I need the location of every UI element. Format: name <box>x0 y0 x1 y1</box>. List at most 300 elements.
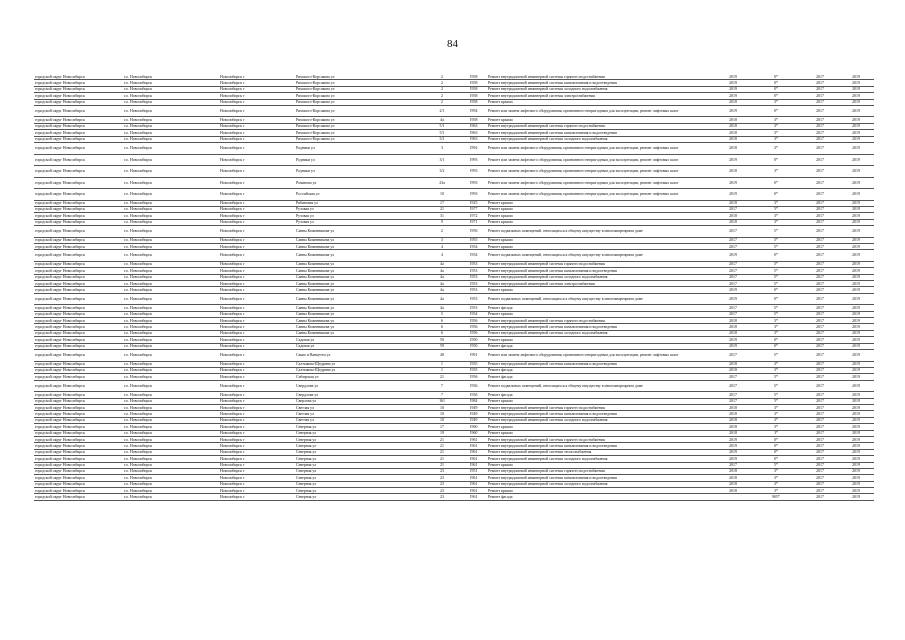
settlement-type-cell: г.о. Новосибирск <box>123 154 219 166</box>
period-start-cell: 2017 <box>802 398 838 404</box>
settlement-cell: Новосибирск г <box>219 274 295 280</box>
settlement-cell: Новосибирск г <box>219 343 295 349</box>
house-number-cell: 5/1 <box>424 130 460 136</box>
term-cell: 3* <box>750 318 802 324</box>
year-built-cell: 1955 <box>460 237 487 243</box>
settlement-type-cell: г.о. Новосибирск <box>123 250 219 262</box>
period-start-cell: 2017 <box>802 430 838 436</box>
plan-year-cell: 2019 <box>716 177 750 189</box>
municipality-cell: городской округ Новосибирск <box>34 443 123 449</box>
work-type-cell: Ремонт внутридомовой инженерной системы электроснабжения <box>487 93 716 99</box>
plan-year-cell: 2018 <box>716 468 750 474</box>
work-type-cell: Ремонт внутридомовой инженерной системы холодного водоснабжения <box>487 86 716 92</box>
period-start-cell: 2017 <box>802 367 838 373</box>
settlement-type-cell: г.о. Новосибирск <box>123 411 219 417</box>
term-cell: 5* <box>750 274 802 280</box>
settlement-cell: Новосибирск г <box>219 305 295 311</box>
settlement-type-cell: г.о. Новосибирск <box>123 468 219 474</box>
work-type-cell: Ремонт внутридомовой инженерной системы теплоснабжения <box>487 449 716 455</box>
settlement-cell: Новосибирск г <box>219 213 295 219</box>
plan-year-cell: 2018 <box>716 475 750 481</box>
period-end-cell: 2019 <box>838 343 874 349</box>
year-built-cell: 1961 <box>460 443 487 449</box>
house-number-cell: 10 <box>424 411 460 417</box>
period-end-cell: 2019 <box>838 430 874 436</box>
house-number-cell: 4a <box>424 293 460 305</box>
settlement-cell: Новосибирск г <box>219 475 295 481</box>
plan-year-cell: 2018 <box>716 219 750 225</box>
municipality-cell: городской округ Новосибирск <box>34 213 123 219</box>
settlement-cell: Новосибирск г <box>219 462 295 468</box>
settlement-type-cell: г.о. Новосибирск <box>123 281 219 287</box>
period-start-cell: 2017 <box>802 475 838 481</box>
year-built-cell: 1961 <box>460 449 487 455</box>
work-type-cell: Ремонт внутридомовой инженерной системы холодного водоснабжения <box>487 136 716 142</box>
year-built-cell: 1950 <box>460 343 487 349</box>
house-number-cell: 4a <box>424 281 460 287</box>
work-type-cell: Ремонт крыши <box>487 398 716 404</box>
plan-year-cell: 2018 <box>716 324 750 330</box>
settlement-type-cell: г.о. Новосибирск <box>123 405 219 411</box>
settlement-cell: Новосибирск г <box>219 324 295 330</box>
street-cell: Римского-Корсакова ул <box>295 117 424 123</box>
house-number-cell: 2/1 <box>424 105 460 117</box>
house-number-cell: 6 <box>424 324 460 330</box>
work-type-cell: Ремонт или замена лифтового оборудования, признанного непригодным для эксплуатации, ремонт лифтовых шахт <box>487 166 716 178</box>
street-cell: Северная ул <box>295 475 424 481</box>
term-cell: 5* <box>750 398 802 404</box>
period-start-cell: 2017 <box>802 80 838 86</box>
house-number-cell: 4 <box>424 250 460 262</box>
work-type-cell: Ремонт внутридомовой инженерной системы горячего водоснабжения <box>487 405 716 411</box>
term-cell: 3* <box>750 117 802 123</box>
year-built-cell: 1992 <box>460 143 487 155</box>
period-start-cell: 2017 <box>802 154 838 166</box>
house-number-cell: 4a <box>424 287 460 293</box>
street-cell: Северная ул <box>295 443 424 449</box>
term-cell: 0* <box>750 436 802 442</box>
street-cell: Северная ул <box>295 462 424 468</box>
settlement-cell: Новосибирск г <box>219 268 295 274</box>
settlement-cell: Новосибирск г <box>219 206 295 212</box>
plan-year-cell: 2018 <box>716 143 750 155</box>
street-cell: Римского-Корсакова ул <box>295 130 424 136</box>
plan-year-cell: 2018 <box>716 166 750 178</box>
municipality-cell: городской округ Новосибирск <box>34 462 123 468</box>
street-cell: Саввы Кожевникова ул <box>295 318 424 324</box>
period-start-cell: 2017 <box>802 456 838 462</box>
settlement-cell: Новосибирск г <box>219 287 295 293</box>
year-built-cell: 1972 <box>460 213 487 219</box>
period-end-cell: 2019 <box>838 468 874 474</box>
term-cell: 0* <box>750 250 802 262</box>
municipality-cell: городской округ Новосибирск <box>34 99 123 105</box>
settlement-type-cell: г.о. Новосибирск <box>123 287 219 293</box>
work-type-cell: Ремонт крыши <box>487 213 716 219</box>
period-end-cell: 2019 <box>838 475 874 481</box>
term-cell: 905* <box>750 494 802 500</box>
period-start-cell: 2017 <box>802 481 838 487</box>
settlement-type-cell: г.о. Новосибирск <box>123 456 219 462</box>
settlement-cell: Новосибирск г <box>219 293 295 305</box>
settlement-type-cell: г.о. Новосибирск <box>123 430 219 436</box>
period-start-cell: 2017 <box>802 93 838 99</box>
settlement-cell: Новосибирск г <box>219 136 295 142</box>
municipality-cell: городской округ Новосибирск <box>34 417 123 423</box>
settlement-cell: Новосибирск г <box>219 189 295 201</box>
term-cell: 5* <box>750 268 802 274</box>
settlement-type-cell: г.о. Новосибирск <box>123 74 219 80</box>
house-number-cell: 23 <box>424 488 460 494</box>
settlement-cell: Новосибирск г <box>219 143 295 155</box>
settlement-cell: Новосибирск г <box>219 311 295 317</box>
year-built-cell: 1956 <box>460 318 487 324</box>
settlement-cell: Новосибирск г <box>219 398 295 404</box>
period-start-cell: 2017 <box>802 462 838 468</box>
street-cell: Саввы Кожевникова ул <box>295 324 424 330</box>
settlement-type-cell: г.о. Новосибирск <box>123 436 219 442</box>
period-end-cell: 2019 <box>838 324 874 330</box>
settlement-cell: Новосибирск г <box>219 361 295 367</box>
period-start-cell: 2017 <box>802 405 838 411</box>
house-number-cell: 21 <box>424 443 460 449</box>
house-number-cell: 4a <box>424 274 460 280</box>
street-cell: Римского-Корсакова ул <box>295 93 424 99</box>
term-cell: 0* <box>750 443 802 449</box>
street-cell: Северная ул <box>295 488 424 494</box>
year-built-cell: 1953 <box>460 261 487 267</box>
plan-year-cell: 2019 <box>716 449 750 455</box>
street-cell: Сакко и Ванцетти ул <box>295 350 424 362</box>
year-built-cell: 1960 <box>460 430 487 436</box>
settlement-cell: Новосибирск г <box>219 281 295 287</box>
street-cell: Северная ул <box>295 456 424 462</box>
period-start-cell: 2017 <box>802 287 838 293</box>
house-number-cell: 23 <box>424 475 460 481</box>
street-cell: Рузовая ул <box>295 219 424 225</box>
plan-year-cell: 2018 <box>716 411 750 417</box>
term-cell: 0* <box>750 86 802 92</box>
work-type-cell: Ремонт крыши <box>487 287 716 293</box>
plan-year-cell: 2017 <box>716 274 750 280</box>
term-cell: 0* <box>750 93 802 99</box>
settlement-type-cell: г.о. Новосибирск <box>123 443 219 449</box>
settlement-type-cell: г.о. Новосибирск <box>123 318 219 324</box>
municipality-cell: городской округ Новосибирск <box>34 456 123 462</box>
settlement-cell: Новосибирск г <box>219 424 295 430</box>
period-start-cell: 2017 <box>802 343 838 349</box>
term-cell: 3* <box>750 367 802 373</box>
table-row <box>34 494 874 500</box>
plan-year-cell: 2019 <box>716 436 750 442</box>
term-cell: 3* <box>750 219 802 225</box>
settlement-type-cell: г.о. Новосибирск <box>123 374 219 380</box>
period-end-cell: 2019 <box>838 424 874 430</box>
house-number-cell: 21 <box>424 206 460 212</box>
period-start-cell: 2017 <box>802 123 838 129</box>
municipality-cell: городской округ Новосибирск <box>34 166 123 178</box>
street-cell: Родники ул <box>295 166 424 178</box>
period-end-cell: 2019 <box>838 311 874 317</box>
house-number-cell: 21 <box>424 449 460 455</box>
period-start-cell: 2017 <box>802 250 838 262</box>
house-number-cell: 4 <box>424 243 460 249</box>
street-cell: Северная ул <box>295 430 424 436</box>
settlement-type-cell: г.о. Новосибирск <box>123 213 219 219</box>
term-cell: 5* <box>750 237 802 243</box>
year-built-cell: 1971 <box>460 219 487 225</box>
street-cell: Российская ул <box>295 189 424 201</box>
term-cell: 3* <box>750 123 802 129</box>
work-type-cell: Ремонт внутридомовой инженерной системы канализования и водоотведения <box>487 324 716 330</box>
municipality-cell: городской округ Новосибирск <box>34 468 123 474</box>
work-type-cell: Ремонт внутридомовой инженерной системы холодного водоснабжения <box>487 274 716 280</box>
street-cell: Свердлова ул <box>295 392 424 398</box>
year-built-cell: 1935 <box>460 361 487 367</box>
settlement-type-cell: г.о. Новосибирск <box>123 177 219 189</box>
term-cell: 0* <box>750 287 802 293</box>
period-end-cell: 2019 <box>838 398 874 404</box>
settlement-cell: Новосибирск г <box>219 219 295 225</box>
municipality-cell: городской округ Новосибирск <box>34 154 123 166</box>
plan-year-cell: 2017 <box>716 237 750 243</box>
settlement-cell: Новосибирск г <box>219 337 295 343</box>
house-number-cell: 2 <box>424 99 460 105</box>
period-start-cell: 2017 <box>802 268 838 274</box>
settlement-type-cell: г.о. Новосибирск <box>123 117 219 123</box>
house-number-cell: 23а <box>424 177 460 189</box>
street-cell: Римского-Корсакова ул <box>295 123 424 129</box>
term-cell: 5* <box>750 462 802 468</box>
settlement-type-cell: г.о. Новосибирск <box>123 311 219 317</box>
settlement-type-cell: г.о. Новосибирск <box>123 337 219 343</box>
table-row <box>34 177 874 189</box>
year-built-cell: 1963 <box>460 130 487 136</box>
municipality-cell: городской округ Новосибирск <box>34 243 123 249</box>
street-cell: Саввы Кожевникова ул <box>295 311 424 317</box>
period-end-cell: 2019 <box>838 213 874 219</box>
street-cell: Садовая ул <box>295 337 424 343</box>
settlement-type-cell: г.о. Новосибирск <box>123 424 219 430</box>
term-cell: 0* <box>750 456 802 462</box>
year-built-cell: 1961 <box>460 456 487 462</box>
plan-year-cell: 2018 <box>716 405 750 411</box>
period-start-cell: 2017 <box>802 189 838 201</box>
work-type-cell: Ремонт крыши <box>487 488 716 494</box>
municipality-cell: городской округ Новосибирск <box>34 411 123 417</box>
house-number-cell: 19 <box>424 430 460 436</box>
house-number-cell: 31 <box>424 213 460 219</box>
period-start-cell: 2017 <box>802 449 838 455</box>
work-type-cell: Ремонт внутридомовой инженерной системы электроснабжения <box>487 281 716 287</box>
period-start-cell: 2017 <box>802 468 838 474</box>
period-start-cell: 2017 <box>802 443 838 449</box>
period-start-cell: 2017 <box>802 177 838 189</box>
plan-year-cell: 2018 <box>716 367 750 373</box>
table-row <box>34 189 874 201</box>
term-cell: 0* <box>750 80 802 86</box>
house-number-cell: 21 <box>424 456 460 462</box>
house-number-cell: 4a <box>424 268 460 274</box>
municipality-cell: городской округ Новосибирск <box>34 337 123 343</box>
street-cell: Родники ул <box>295 154 424 166</box>
year-built-cell: 1991 <box>460 350 487 362</box>
table-row <box>34 350 874 362</box>
street-cell: Родники ул <box>295 143 424 155</box>
plan-year-cell: 2017 <box>716 392 750 398</box>
settlement-cell: Новосибирск г <box>219 80 295 86</box>
period-end-cell: 2019 <box>838 143 874 155</box>
municipality-cell: городской округ Новосибирск <box>34 74 123 80</box>
plan-year-cell: 2018 <box>716 424 750 430</box>
year-built-cell: 1961 <box>460 494 487 500</box>
settlement-type-cell: г.о. Новосибирск <box>123 136 219 142</box>
period-end-cell: 2019 <box>838 330 874 336</box>
period-end-cell: 2019 <box>838 243 874 249</box>
settlement-cell: Новосибирск г <box>219 74 295 80</box>
term-cell: 5* <box>750 281 802 287</box>
street-cell: Саввы Кожевникова ул <box>295 293 424 305</box>
year-built-cell: 1956 <box>460 226 487 238</box>
municipality-cell: городской округ Новосибирск <box>34 136 123 142</box>
period-start-cell: 2017 <box>802 117 838 123</box>
term-cell: 3* <box>750 99 802 105</box>
term-cell: 0* <box>750 189 802 201</box>
municipality-cell: городской округ Новосибирск <box>34 436 123 442</box>
year-built-cell: 1958 <box>460 99 487 105</box>
work-type-cell: Ремонт внутридомовой инженерной системы горячего водоснабжения <box>487 436 716 442</box>
year-built-cell: 1956 <box>460 324 487 330</box>
work-type-cell: Ремонт внутридомовой инженерной системы канализования и водоотведения <box>487 443 716 449</box>
plan-year-cell: 2019 <box>716 343 750 349</box>
municipality-cell: городской округ Новосибирск <box>34 105 123 117</box>
plan-year-cell <box>716 494 750 500</box>
period-start-cell: 2017 <box>802 318 838 324</box>
period-start-cell: 2017 <box>802 237 838 243</box>
plan-year-cell: 2018 <box>716 130 750 136</box>
settlement-type-cell: г.о. Новосибирск <box>123 462 219 468</box>
municipality-cell: городской округ Новосибирск <box>34 93 123 99</box>
work-type-cell: Ремонт внутридомовой инженерной системы холодного водоснабжения <box>487 330 716 336</box>
period-start-cell: 2017 <box>802 494 838 500</box>
year-built-cell: 1953 <box>460 281 487 287</box>
plan-year-cell: 2019 <box>716 93 750 99</box>
year-built-cell: 1993 <box>460 189 487 201</box>
period-end-cell: 2019 <box>838 105 874 117</box>
work-type-cell: Ремонт фасада <box>487 305 716 311</box>
year-built-cell: 1960 <box>460 424 487 430</box>
period-start-cell: 2017 <box>802 330 838 336</box>
work-type-cell: Ремонт фасада <box>487 343 716 349</box>
municipality-cell: городской округ Новосибирск <box>34 86 123 92</box>
work-type-cell: Ремонт крыши <box>487 243 716 249</box>
settlement-cell: Новосибирск г <box>219 123 295 129</box>
period-end-cell: 2019 <box>838 481 874 487</box>
work-type-cell: Ремонт крыши <box>487 311 716 317</box>
period-end-cell: 2019 <box>838 417 874 423</box>
year-built-cell: 1958 <box>460 86 487 92</box>
period-end-cell: 2019 <box>838 337 874 343</box>
work-type-cell: Ремонт крыши <box>487 219 716 225</box>
settlement-cell: Новосибирск г <box>219 430 295 436</box>
year-built-cell: 1963 <box>460 123 487 129</box>
table-row <box>34 293 874 305</box>
plan-year-cell: 2018 <box>716 123 750 129</box>
plan-year-cell: 2017 <box>716 374 750 380</box>
municipality-cell: городской округ Новосибирск <box>34 226 123 238</box>
municipality-cell: городской округ Новосибирск <box>34 430 123 436</box>
year-built-cell: 1958 <box>460 93 487 99</box>
period-start-cell: 2017 <box>802 166 838 178</box>
settlement-cell: Новосибирск г <box>219 99 295 105</box>
period-start-cell: 2017 <box>802 374 838 380</box>
plan-year-cell: 2019 <box>716 154 750 166</box>
year-built-cell: 1958 <box>460 117 487 123</box>
settlement-cell: Новосибирск г <box>219 318 295 324</box>
house-number-cell: 4a <box>424 117 460 123</box>
street-cell: Сверлова ул <box>295 398 424 404</box>
year-built-cell: 1993 <box>460 177 487 189</box>
term-cell: 5* <box>750 243 802 249</box>
year-built-cell: 1936 <box>460 380 487 392</box>
period-end-cell: 2019 <box>838 136 874 142</box>
work-type-cell: Ремонт внутридомовой инженерной системы канализования и водоотведения <box>487 268 716 274</box>
settlement-cell: Новосибирск г <box>219 350 295 362</box>
work-type-cell: Ремонт подвальных помещений, относящихся к общему имуществу в многоквартирном доме <box>487 250 716 262</box>
repair-register-table <box>34 74 874 501</box>
period-start-cell: 2017 <box>802 350 838 362</box>
house-number-cell: 23 <box>424 468 460 474</box>
plan-year-cell: 2018 <box>716 481 750 487</box>
settlement-type-cell: г.о. Новосибирск <box>123 330 219 336</box>
house-number-cell: 10 <box>424 189 460 201</box>
period-start-cell: 2017 <box>802 436 838 442</box>
plan-year-cell: 2017 <box>716 380 750 392</box>
municipality-cell: городской округ Новосибирск <box>34 206 123 212</box>
work-type-cell: Ремонт внутридомовой инженерной системы горячего водоснабжения <box>487 261 716 267</box>
period-end-cell: 2019 <box>838 93 874 99</box>
year-built-cell: 1935 <box>460 367 487 373</box>
period-start-cell: 2017 <box>802 281 838 287</box>
settlement-type-cell: г.о. Новосибирск <box>123 99 219 105</box>
house-number-cell: 4a <box>424 305 460 311</box>
year-built-cell: 1953 <box>460 305 487 311</box>
settlement-cell: Новосибирск г <box>219 243 295 249</box>
year-built-cell: 1958 <box>460 80 487 86</box>
work-type-cell: Ремонт внутридомовой инженерной системы холодного водоснабжения <box>487 417 716 423</box>
period-start-cell: 2017 <box>802 361 838 367</box>
period-end-cell: 2019 <box>838 361 874 367</box>
term-cell: 3* <box>750 130 802 136</box>
term-cell: 3* <box>750 405 802 411</box>
street-cell: Саввы Кожевникова ул <box>295 274 424 280</box>
street-cell: Светлая ул <box>295 417 424 423</box>
year-built-cell: 1953 <box>460 274 487 280</box>
municipality-cell: городской округ Новосибирск <box>34 494 123 500</box>
year-built-cell: 1961 <box>460 436 487 442</box>
period-start-cell: 2017 <box>802 74 838 80</box>
municipality-cell: городской округ Новосибирск <box>34 481 123 487</box>
term-cell: 5* <box>750 226 802 238</box>
year-built-cell: 1954 <box>460 243 487 249</box>
period-start-cell: 2017 <box>802 99 838 105</box>
house-number-cell: 17 <box>424 200 460 206</box>
plan-year-cell: 2018 <box>716 136 750 142</box>
municipality-cell: городской округ Новосибирск <box>34 281 123 287</box>
settlement-type-cell: г.о. Новосибирск <box>123 268 219 274</box>
term-cell: 3* <box>750 136 802 142</box>
period-end-cell: 2019 <box>838 405 874 411</box>
